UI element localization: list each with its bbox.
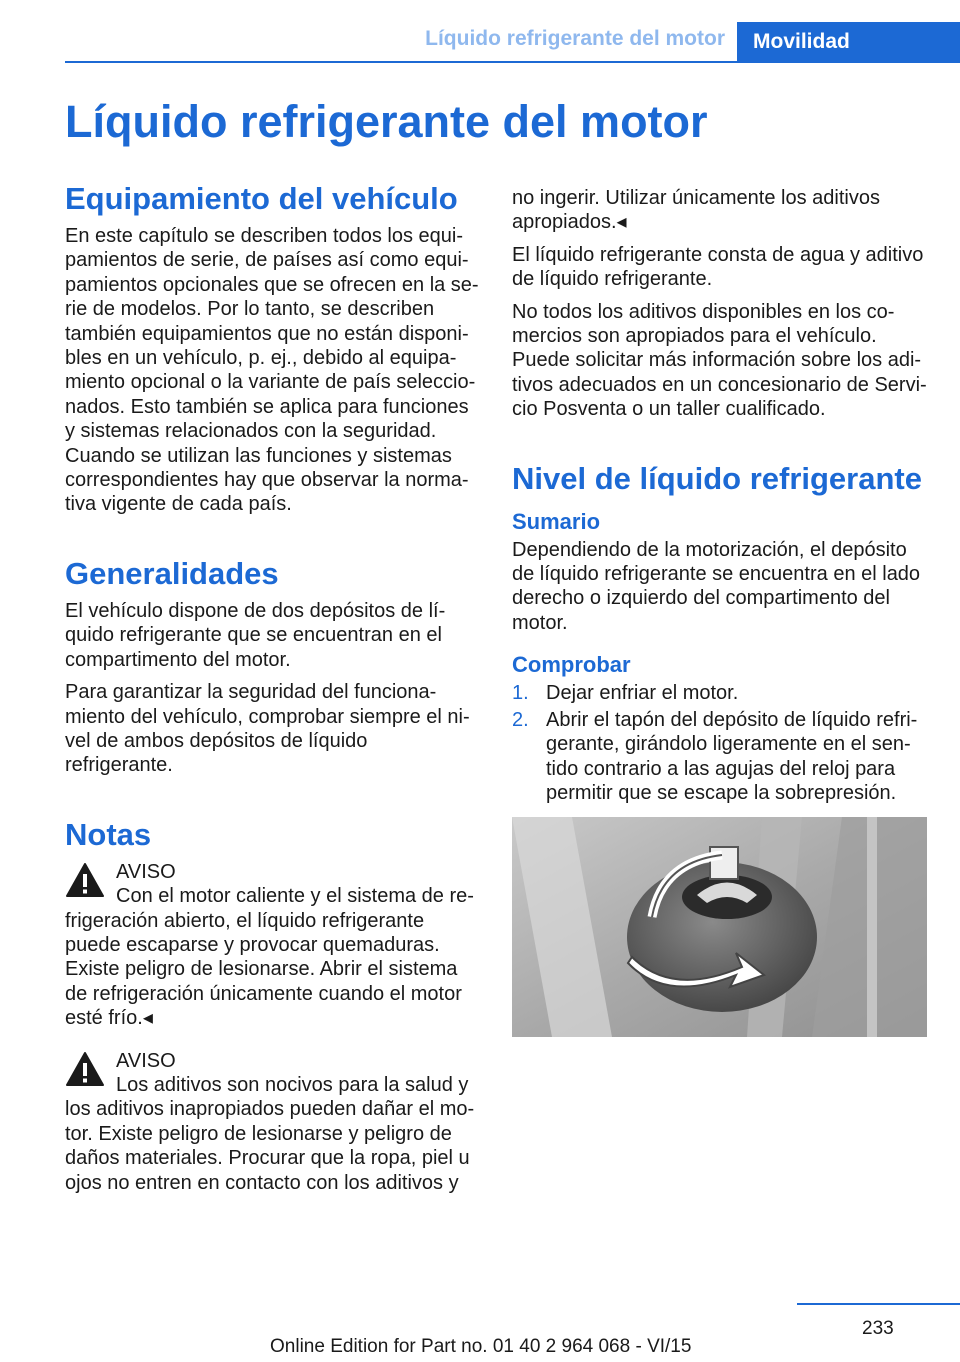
page-number: 233 (862, 1318, 894, 1339)
notes-heading: Notas (65, 816, 152, 852)
right-column (512, 186, 932, 1037)
list-item (512, 681, 932, 705)
edition-line: Online Edition for Part no. 01 40 2 964 068 - VI/15 (270, 1336, 692, 1357)
coolant-cap-photo (512, 817, 927, 1037)
step-number: 2. (512, 708, 529, 731)
warning-block (65, 860, 480, 1031)
warning-triangle-icon (65, 862, 105, 898)
left-column (65, 180, 480, 1203)
check-steps (512, 681, 932, 805)
warning-triangle-icon (65, 1051, 105, 1087)
equipment-heading: Equipamiento del vehículo (65, 181, 458, 216)
warning-label: AVISO (116, 860, 176, 883)
warning-continuation: no ingerir. Utilizar únicamente los aditivos apropiados.◂ (512, 187, 880, 234)
running-header-section: Líquido refrigerante del motor (425, 27, 725, 50)
general-heading: Generalidades (65, 555, 279, 591)
page-title: Líquido refrigerante del motor (65, 96, 708, 147)
warning-text: Con el motor caliente y el sistema de re‐frigeración abierto, el líquido refrigerante puede escaparse y provocar quemaduras. Existe peligro de lesionarse. Abrir el sistema de refrigeración únicamente cuando el motor esté frío.◂ (65, 885, 474, 1030)
step-text: Abrir el tapón del depósito de líquido refri‐gerante, girándolo ligeramente en el sen‐tido contrario a las agujas del reloj para permitir que se escape la sobrepresión. (546, 708, 918, 804)
warning-text: Los aditivos son nocivos para la salud y los aditivos inapropiados pueden dañar el mo‐tor. Existe peligro de lesionarse y peligro de daños materiales. Procurar que la ropa, piel u ojos no entren en contacto con los aditivos y (65, 1073, 475, 1194)
composition-text: El líquido refrigerante consta de agua y aditivo de líquido refrigerante. (512, 243, 924, 291)
summary-text: Dependiendo de la motorización, el depósito de líquido refrigerante se encuentra en el lado derecho o izquierdo del compartimento del motor. (512, 538, 921, 634)
additives-text: No todos los aditivos disponibles en los co‐mercios son apropiados para el vehículo. Puede solicitar más información sobre los adi‐tivos adecuados en un concesionario de Servi‐cio Posventa o un taller cualificado. (512, 300, 927, 421)
general-paragraph-1: El vehículo dispone de dos depósitos de lí‐quido refrigerante que se encuentran en el compartimento del motor. (65, 599, 446, 671)
summary-heading: Sumario (512, 508, 601, 534)
chapter-tab: Movilidad (737, 22, 960, 62)
warning-label: AVISO (116, 1049, 176, 1072)
step-text: Dejar enfriar el motor. (546, 682, 739, 705)
general-paragraph-2: Para garantizar la seguridad del funciona‐miento del vehículo, comprobar siempre el ni‐vel de ambos depósitos de líquido refrigerante. (65, 681, 470, 777)
list-item (512, 708, 932, 806)
warning-block (65, 1049, 480, 1195)
coolant-level-heading: Nivel de líquido refrigerante (512, 460, 922, 496)
equipment-text: En este capítulo se describen todos los equi‐pamientos de serie, de países así como equi‐pamientos opcionales que se ofrecen en la se‐rie de modelos. Por lo tanto, se describen también equipamientos que no están disponi‐bles en un vehículo, p. ej., debido al equipa‐miento opcional o la variante de país seleccio‐nados. Esto también se aplica para funciones y sistemas relacionados con la seguridad. Cuando se utilizan las funciones y sistemas correspondientes hay que observar la norma‐tiva vigente de cada país. (65, 225, 479, 516)
step-number: 1. (512, 682, 529, 705)
header-rule (65, 61, 960, 63)
footer-rule (797, 1303, 960, 1305)
check-heading: Comprobar (512, 652, 631, 678)
